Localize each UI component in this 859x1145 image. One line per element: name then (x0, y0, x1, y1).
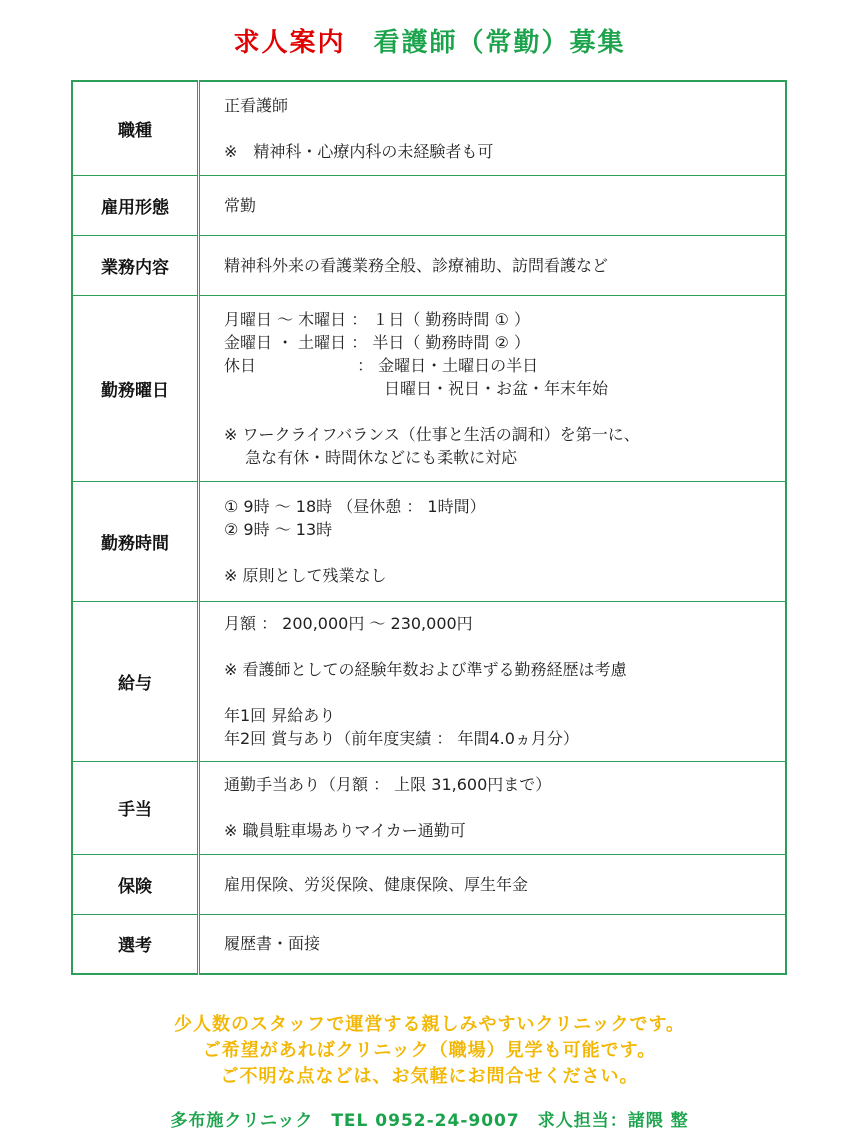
content-line: ※ 看護師としての経験年数および準ずる勤務経歴は考慮 (224, 660, 627, 679)
content-line: 履歴書・面接 (224, 934, 321, 954)
table-row (72, 175, 786, 235)
table-row (72, 854, 786, 914)
spacer (224, 635, 785, 658)
contact-info: 多布施クリニック TEL 0952-24-9007 求人担当：諸隈 整 (170, 1111, 689, 1131)
row-content (199, 914, 787, 974)
row-content (199, 81, 787, 175)
title-position (345, 28, 625, 58)
table-row (72, 481, 786, 601)
row-content (199, 854, 787, 914)
content-line: ② 9時 ～ 13時 (224, 520, 333, 539)
table-row (72, 601, 786, 761)
content-line: 年2回 賞与あり（前年度実績 ： 年間4.0ヵ月分） (224, 729, 579, 748)
content-line: ※ ワークライフバランス（仕事と生活の調和）を第一に、 (224, 424, 640, 444)
job-details-table (71, 80, 787, 975)
content-line: 急な有休・時間休などにも柔軟に対応 (224, 447, 518, 467)
content-line: 休日 ： 金曜日・土曜日の半日 (224, 355, 539, 375)
table-row (72, 235, 786, 295)
content-line: 正看護師 (224, 95, 289, 115)
content-line: 金曜日 ・ 土曜日 ： 半日（ 勤務時間 ② ） (224, 332, 530, 352)
spacer (224, 681, 785, 704)
spacer (224, 400, 785, 423)
content-line: 雇用保険、労災保険、健康保険、厚生年金 (224, 874, 529, 894)
spacer (224, 541, 785, 564)
content-line: ※ 原則として残業なし (224, 566, 387, 585)
row-content (199, 235, 787, 295)
page-title (0, 22, 859, 59)
row-label: 選考 (72, 914, 199, 974)
row-label: 勤務曜日 (72, 295, 199, 481)
row-content (199, 601, 787, 761)
content-line: 常勤 (224, 195, 257, 215)
row-label: 手当 (72, 761, 199, 854)
content-line: 年1回 昇給あり (224, 706, 336, 725)
content-line: ※ 職員駐車場ありマイカー通勤可 (224, 821, 466, 840)
row-label: 業務内容 (72, 235, 199, 295)
row-label: 雇用形態 (72, 175, 199, 235)
row-content (199, 295, 787, 481)
table-row (72, 761, 786, 854)
table-row (72, 914, 786, 974)
content-line: 月額 ： 200,000円 ～ 230,000円 (224, 614, 473, 633)
row-content (199, 175, 787, 235)
content-line: 通勤手当あり（月額 ： 上限 31,600円まで） (224, 775, 552, 794)
note-line: ご希望があればクリニック（職場）見学も可能です。 (202, 1040, 657, 1061)
note-line: ご不明な点などは、お気軽にお問合せください。 (220, 1066, 639, 1087)
table-row (72, 295, 786, 481)
content-line: ① 9時 ～ 18時 （昼休憩 ： 1時間） (224, 497, 486, 516)
row-label: 給与 (72, 601, 199, 761)
clinic-notes (0, 1012, 859, 1090)
title-recruitment: 求人案内 (233, 28, 346, 58)
spacer (224, 796, 785, 819)
content-line: ※ 精神科・心療内科の未経験者も可 (224, 141, 494, 161)
row-content (199, 761, 787, 854)
content-line: 精神科外来の看護業務全般、診療補助、訪問看護など (224, 255, 609, 275)
row-label: 勤務時間 (72, 481, 199, 601)
table-row (72, 81, 786, 175)
row-label: 職種 (72, 81, 199, 175)
note-line: 少人数のスタッフで運営する親しみやすいクリニックです。 (173, 1014, 686, 1035)
row-label: 保険 (72, 854, 199, 914)
spacer (224, 117, 785, 140)
title-position-text: 看護師（常勤）募集 (373, 28, 626, 58)
content-line: 月曜日 ～ 木曜日 ： １日（ 勤務時間 ① ） (224, 309, 530, 329)
row-content (199, 481, 787, 601)
content-line: 日曜日・祝日・お盆・年末年始 (224, 378, 609, 398)
